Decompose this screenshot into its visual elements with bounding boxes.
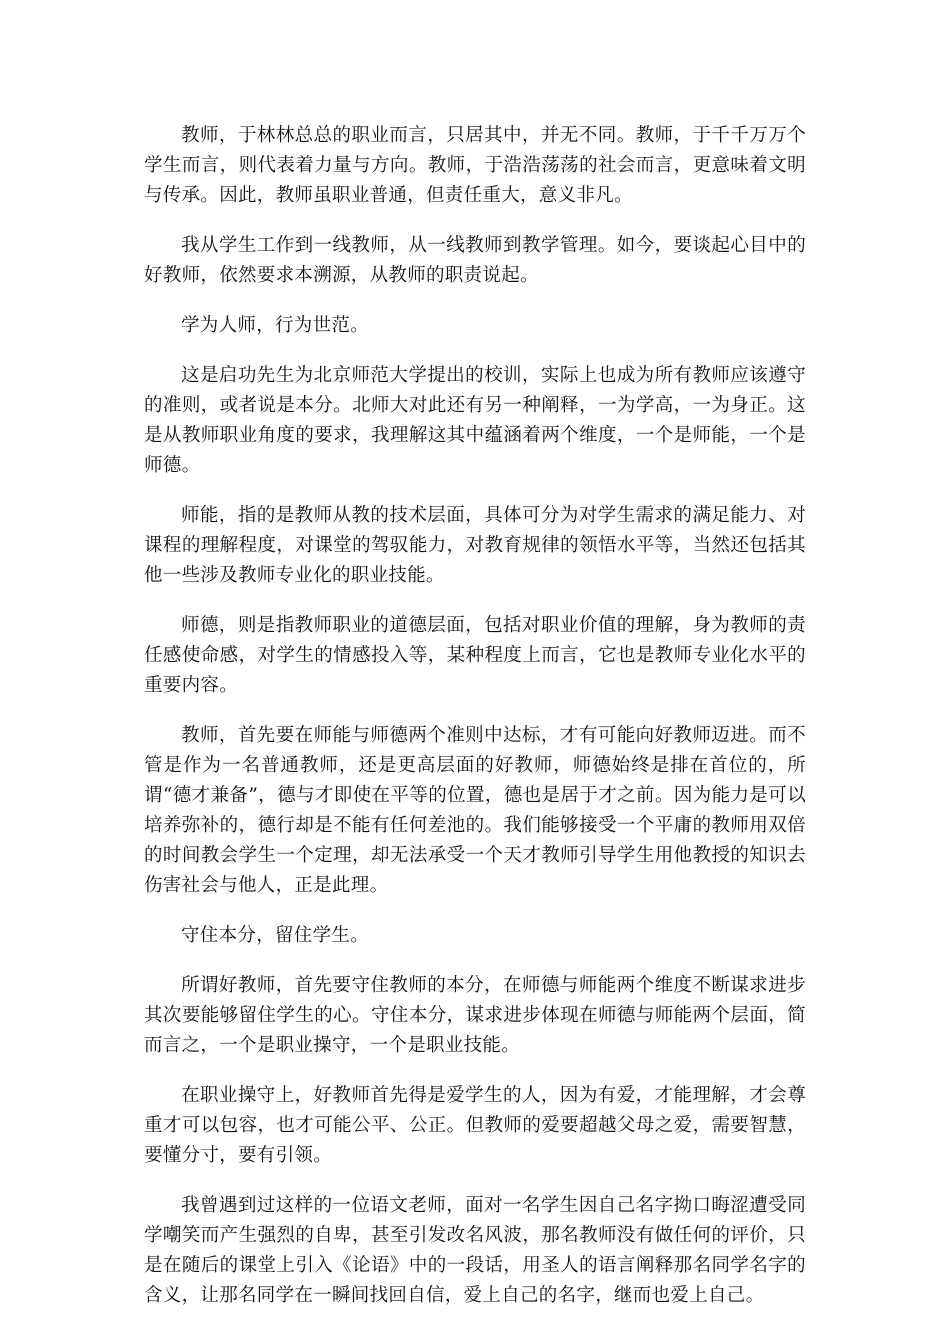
paragraph-5: 师能，指的是教师从教的技术层面，具体可分为对学生需求的满足能力、对课程的理解程度，对课堂的驾驭能力，对教育规律的领悟水平等，当然还包括其他一些涉及教师专业化的职业技能。 (144, 505, 806, 586)
paragraph-4: 这是启功先生为北京师范大学提出的校训，实际上也成为所有教师应该遵守的准则，或者说是本分。北师大对此还有另一种阐释，一为学高，一为身正。这是从教师职业角度的要求，我理解这其中蕴涵着两个维度，一个是师能，一个是师德。 (144, 365, 806, 476)
paragraph-11: 我曾遇到过这样的一位语文老师，面对一名学生因自己名字拗口晦涩遭受同学嘲笑而产生强烈的自卑，甚至引发改名风波，那名教师没有做任何的评价，只是在随后的课堂上引入《论语》中的一段话，用圣人的语言阐释那名同学名字的含义，让那名同学在一瞬间找回自信，爱上自己的名字，继而也爱上自己。 (144, 1195, 806, 1306)
paragraph-1: 教师，于林林总总的职业而言，只居其中，并无不同。教师，于千千万万个学生而言，则代表着力量与方向。教师，于浩浩荡荡的社会而言，更意味着文明与传承。因此，教师虽职业普通，但责任重大，意义非凡。 (144, 125, 806, 206)
paragraph-10: 在职业操守上，好教师首先得是爱学生的人，因为有爱，才能理解，才会尊重才可以包容，也才可能公平、公正。但教师的爱要超越父母之爱，需要智慧，要懂分寸，要有引领。 (144, 1085, 806, 1166)
document-body (144, 121, 806, 1331)
paragraph-8: 守住本分，留住学生。 (181, 925, 370, 946)
paragraph-6: 师德，则是指教师职业的道德层面，包括对职业价值的理解，身为教师的责任感使命感，对学生的情感投入等，某种程度上而言，它也是教师专业化水平的重要内容。 (144, 615, 806, 696)
paragraph-7: 教师，首先要在师能与师德两个准则中达标，才有可能向好教师迈进。而不管是作为一名普通教师，还是更高层面的好教师，师德始终是排在首位的，所谓“德才兼备”，德与才即使在平等的位置，德也是居于才之前。因为能力是可以培养弥补的，德行却是不能有任何差池的。我们能够接受一个平庸的教师用双倍的时间教会学生一个定理，却无法承受一个天才教师引导学生用他教授的知识去伤害社会与他人，正是此理。 (144, 725, 806, 896)
paragraph-2: 我从学生工作到一线教师，从一线教师到教学管理。如今，要谈起心目中的好教师，依然要求本溯源，从教师的职责说起。 (144, 235, 806, 286)
paragraph-9: 所谓好教师，首先要守住教师的本分，在师德与师能两个维度不断谋求进步其次要能够留住学生的心。守住本分，谋求进步体现在师德与师能两个层面，简而言之，一个是职业操守，一个是职业技能。 (144, 975, 806, 1056)
paragraph-3: 学为人师，行为世范。 (181, 315, 370, 336)
